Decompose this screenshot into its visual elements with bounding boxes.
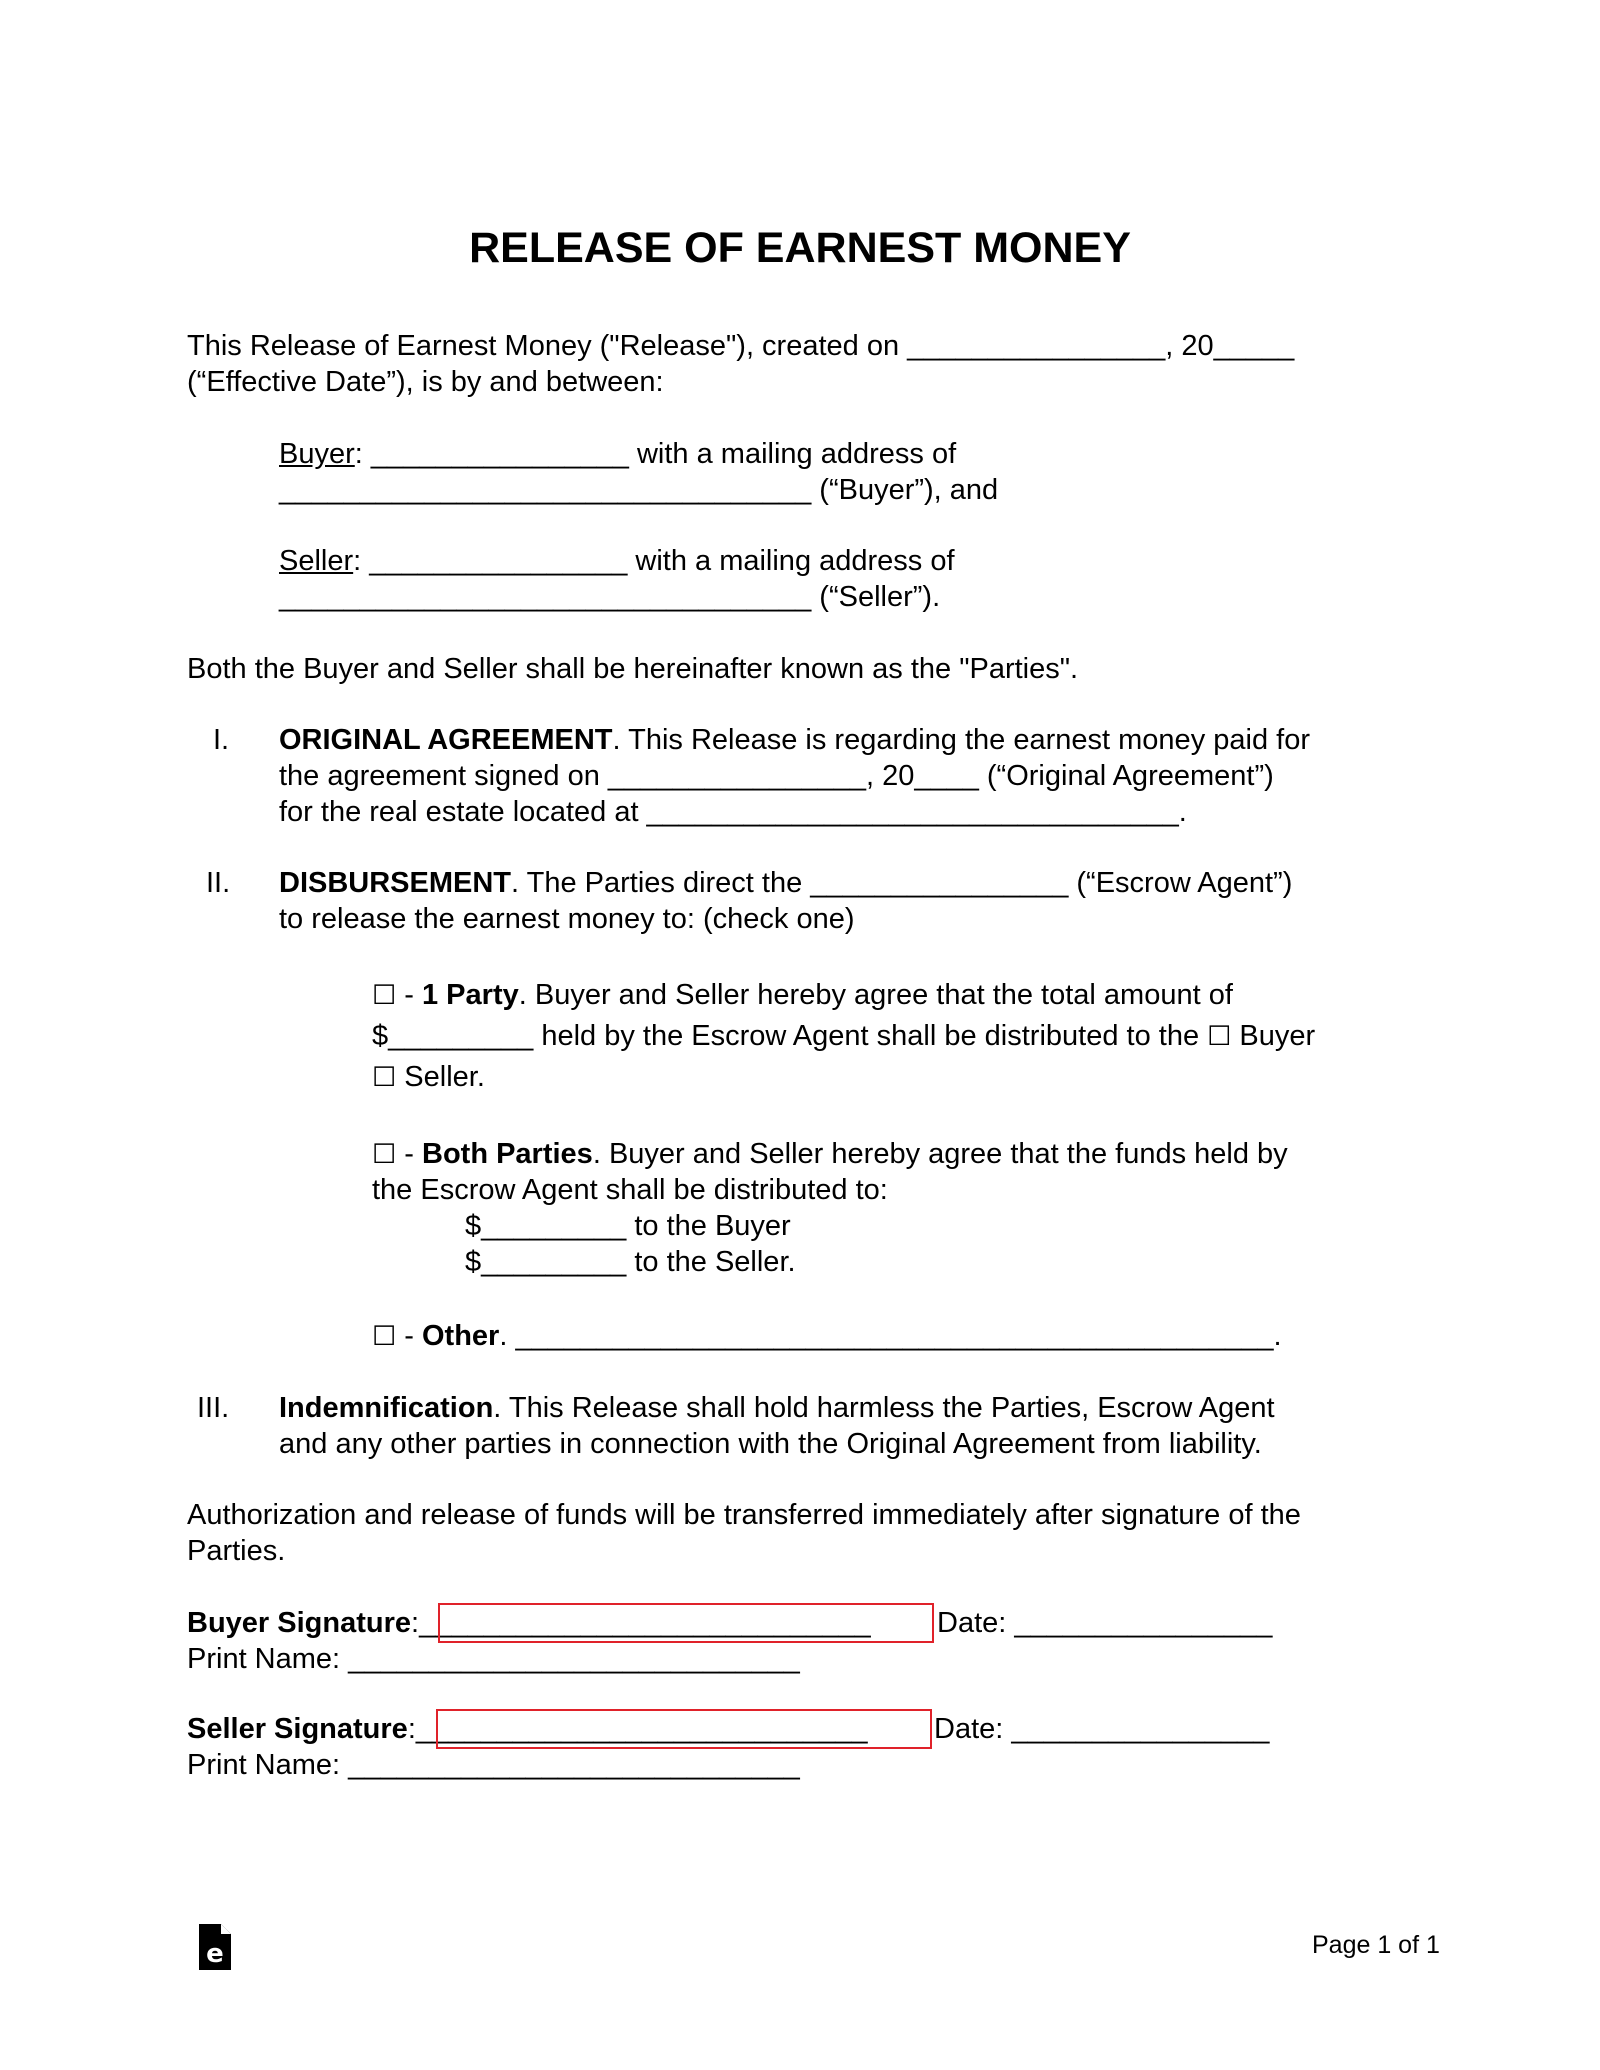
seller-line-1 (279, 543, 955, 579)
section-2-heading: DISBURSEMENT (279, 867, 512, 899)
document-logo-icon (197, 1922, 233, 1972)
both-parties-checkbox[interactable]: ☐ (372, 1139, 397, 1170)
option-one-party-line-3 (372, 1059, 485, 1096)
agreement-date-field[interactable]: the agreement signed on ________________, 20____ (“Original Agreement”) (279, 760, 1274, 792)
one-party-label: 1 Party (422, 979, 519, 1011)
one-party-seller-checkbox[interactable]: ☐ (372, 1062, 397, 1093)
buyer-signature-box[interactable] (438, 1603, 934, 1643)
section-3-number: III. (197, 1392, 230, 1424)
option-other-line: ☐ - Other. _______________________________________________. (372, 1320, 1282, 1352)
seller-signature-label: Seller Signature (187, 1713, 408, 1745)
seller-name-field[interactable]: : ________________ with a mailing address of (353, 545, 955, 577)
section-3-heading: Indemnification (279, 1392, 494, 1424)
logo-letter: e (206, 1939, 224, 1969)
other-description-field[interactable]: . _______________________________________________. (499, 1320, 1282, 1352)
one-party-seller-option: Seller. (396, 1061, 485, 1093)
section-3-line-1: Indemnification. This Release shall hold harmless the Parties, Escrow Agent (279, 1392, 1275, 1424)
section-2-number: II. (206, 867, 231, 899)
seller-signature-line: Seller Signature:____________________________ (187, 1713, 868, 1745)
seller-date-field[interactable]: Date: ________________ (934, 1713, 1270, 1745)
authorization-line-1: Authorization and release of funds will be transferred immediately after signature of the (187, 1499, 1301, 1531)
parties-definition: Both the Buyer and Seller shall be hereinafter known as the "Parties". (187, 653, 1079, 685)
section-2-line-1 (279, 865, 1292, 901)
seller-label: Seller (279, 545, 354, 577)
both-parties-buyer-amount-field[interactable]: $_________ to the Buyer (465, 1210, 791, 1242)
authorization-line-2: Parties. (187, 1535, 286, 1567)
intro-line-1: This Release of Earnest Money ("Release"), created on ________________, 20_____ (187, 330, 1295, 362)
one-party-checkbox[interactable]: ☐ (372, 980, 397, 1011)
option-both-parties-line-2: the Escrow Agent shall be distributed to: (372, 1174, 888, 1206)
section-1-heading: ORIGINAL AGREEMENT (279, 724, 613, 756)
both-parties-label: Both Parties (422, 1138, 593, 1170)
seller-signature-field[interactable]: ____________________________ (415, 1713, 868, 1745)
buyer-print-name-field[interactable]: Print Name: ____________________________ (187, 1643, 800, 1675)
option-both-parties-line-1: ☐ - Both Parties. Buyer and Seller hereby agree that the funds held by (372, 1138, 1288, 1170)
property-location-field[interactable]: for the real estate located at _________________________________. (279, 796, 1187, 828)
section-2-line-2: to release the earnest money to: (check one) (279, 903, 855, 935)
intro-line-2: (“Effective Date”), is by and between: (187, 366, 664, 398)
section-1-line-1 (279, 722, 1310, 758)
seller-print-name-field[interactable]: Print Name: ____________________________ (187, 1749, 800, 1781)
seller-address-field[interactable]: _________________________________ (“Seller”). (279, 581, 941, 613)
one-party-amount-field[interactable]: $_________ held by the Escrow Agent shall be distributed to the (372, 1020, 1208, 1052)
other-checkbox[interactable]: ☐ (372, 1321, 397, 1352)
page-number: Page 1 of 1 (1312, 1931, 1440, 1959)
buyer-name-field[interactable]: : ________________ with a mailing address of (354, 438, 957, 470)
both-parties-seller-amount-field[interactable]: $_________ to the Seller. (465, 1246, 796, 1278)
escrow-agent-field[interactable]: . The Parties direct the ________________ (“Escrow Agent”) (511, 867, 1293, 899)
section-1-text: . This Release is regarding the earnest money paid for (612, 724, 1310, 756)
one-party-buyer-option: Buyer (1231, 1020, 1316, 1052)
document-title: RELEASE OF EARNEST MONEY (469, 224, 1131, 272)
buyer-signature-line: Buyer Signature:____________________________ (187, 1607, 871, 1639)
other-label: Other (422, 1320, 500, 1352)
one-party-buyer-checkbox[interactable]: ☐ (1207, 1021, 1232, 1052)
option-one-party-line-1: ☐ - 1 Party. Buyer and Seller hereby agree that the total amount of (372, 979, 1233, 1011)
buyer-label: Buyer (279, 438, 355, 470)
buyer-line-1 (279, 436, 956, 472)
buyer-address-field[interactable]: _________________________________ (“Buyer”), and (279, 474, 999, 506)
buyer-date-field[interactable]: Date: ________________ (937, 1607, 1273, 1639)
section-1-number: I. (213, 724, 230, 756)
section-3-line-2: and any other parties in connection with the Original Agreement from liability. (279, 1428, 1262, 1460)
option-one-party-line-2 (372, 1018, 1315, 1055)
buyer-signature-label: Buyer Signature (187, 1607, 411, 1639)
buyer-signature-field[interactable]: ____________________________ (419, 1607, 871, 1639)
seller-signature-box[interactable] (436, 1709, 932, 1749)
